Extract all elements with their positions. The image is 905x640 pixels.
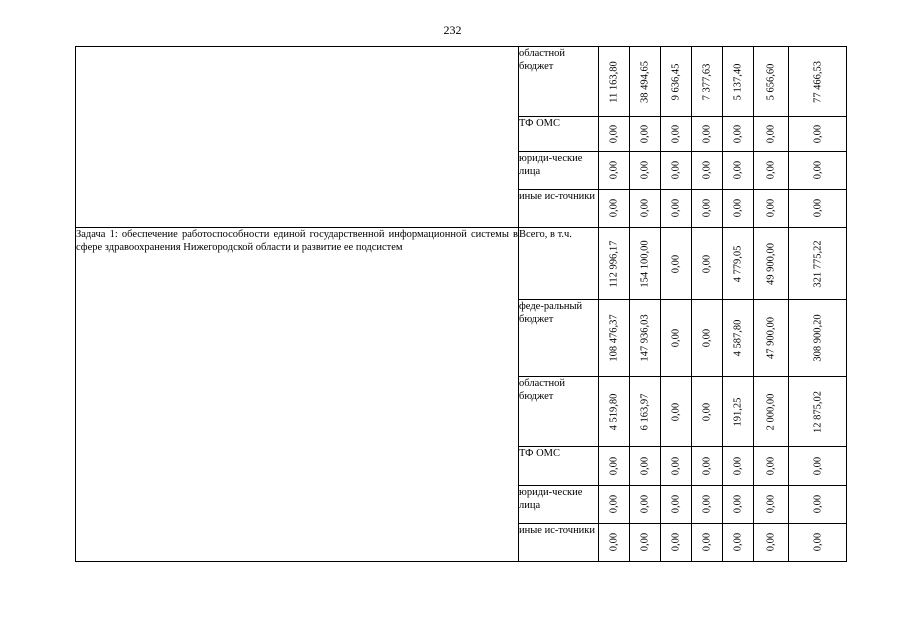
value-cell [754, 376, 789, 446]
value-text: 0,00 [670, 456, 682, 476]
funding-source-cell: юриди-ческие лица [519, 151, 599, 189]
value-cell [599, 447, 630, 485]
value-text: 0,00 [765, 124, 777, 144]
value-cell [754, 117, 789, 151]
value-text: 4 779,05 [732, 245, 744, 283]
value-cell [630, 47, 661, 117]
value-text: 0,00 [765, 533, 777, 552]
value-cell [692, 523, 723, 561]
value-cell [789, 117, 847, 151]
value-text: 12 875,02 [812, 390, 823, 433]
value-text: 0,00 [701, 254, 713, 273]
value-cell [754, 523, 789, 561]
value-text: 49 900,00 [765, 242, 777, 285]
value-cell [661, 228, 692, 300]
value-text: 108 476,37 [608, 314, 620, 362]
value-cell [599, 117, 630, 151]
value-cell [692, 47, 723, 117]
value-cell [723, 47, 754, 117]
value-cell [754, 151, 789, 189]
value-cell [630, 228, 661, 300]
value-cell [723, 300, 754, 376]
value-cell [692, 117, 723, 151]
value-cell [661, 47, 692, 117]
value-text: 77 466,53 [812, 60, 823, 103]
value-cell [630, 117, 661, 151]
value-text: 4 587,80 [732, 319, 744, 357]
value-cell [599, 189, 630, 227]
value-text: 0,00 [670, 199, 682, 218]
value-cell [692, 485, 723, 523]
value-cell [789, 447, 847, 485]
value-cell [630, 300, 661, 376]
value-text: 147 936,03 [639, 314, 651, 362]
value-text: 0,00 [670, 254, 682, 273]
value-cell [599, 47, 630, 117]
value-text: 0,00 [670, 328, 682, 348]
value-text: 47 900,00 [765, 317, 777, 360]
table-row [76, 47, 847, 117]
value-cell [789, 376, 847, 446]
value-cell [723, 523, 754, 561]
value-text: 0,00 [701, 402, 713, 421]
funding-source-cell: областной бюджет [519, 376, 599, 446]
value-cell [661, 189, 692, 227]
value-text: 0,00 [639, 533, 651, 552]
value-text: 0,00 [639, 124, 651, 144]
value-text: 0,00 [608, 199, 620, 218]
value-cell [789, 300, 847, 376]
value-cell [661, 485, 692, 523]
value-text: 321 775,22 [812, 240, 823, 288]
value-text: 0,00 [812, 124, 823, 144]
value-cell [599, 228, 630, 300]
value-cell [630, 151, 661, 189]
funding-source-cell: Всего, в т.ч. [519, 228, 599, 300]
value-text: 154 100,00 [639, 240, 651, 288]
value-text: 0,00 [701, 328, 713, 348]
value-cell [630, 447, 661, 485]
value-text: 0,00 [608, 161, 620, 180]
value-cell [789, 228, 847, 300]
value-cell [754, 447, 789, 485]
value-cell [723, 447, 754, 485]
value-text: 0,00 [732, 199, 744, 218]
value-text: 0,00 [812, 494, 823, 514]
value-text: 0,00 [701, 456, 713, 476]
value-cell [723, 117, 754, 151]
value-cell [692, 189, 723, 227]
value-cell [789, 189, 847, 227]
value-cell [692, 228, 723, 300]
funding-source-cell: феде-ральный бюджет [519, 300, 599, 376]
value-cell [630, 376, 661, 446]
value-text: 0,00 [732, 124, 744, 144]
funding-source-cell: иные ис-точники [519, 189, 599, 227]
value-text: 0,00 [608, 124, 620, 144]
value-text: 0,00 [639, 456, 651, 476]
task-cell: Задача 1: обеспечение работоспособности единой государственной информационной системы в сфере здравоохранения Нижегородской области и развитие ее подсистем [76, 228, 519, 562]
value-text: 0,00 [608, 494, 620, 514]
value-cell [754, 300, 789, 376]
value-text: 0,00 [812, 199, 823, 218]
value-text: 0,00 [765, 161, 777, 180]
budget-table [75, 46, 847, 562]
value-text: 38 494,65 [639, 60, 651, 103]
value-text: 0,00 [812, 456, 823, 476]
value-text: 0,00 [812, 161, 823, 180]
value-cell [661, 523, 692, 561]
value-text: 0,00 [701, 161, 713, 180]
funding-source-cell: юриди-ческие лица [519, 485, 599, 523]
value-text: 6 163,97 [639, 393, 651, 430]
value-cell [661, 117, 692, 151]
value-cell [630, 523, 661, 561]
value-text: 0,00 [701, 124, 713, 144]
value-cell [723, 228, 754, 300]
value-cell [661, 151, 692, 189]
funding-source-cell: иные ис-точники [519, 523, 599, 561]
value-cell [723, 376, 754, 446]
value-cell [599, 151, 630, 189]
value-cell [599, 376, 630, 446]
value-cell [692, 151, 723, 189]
value-cell [661, 447, 692, 485]
value-text: 0,00 [670, 402, 682, 421]
value-cell [692, 376, 723, 446]
value-cell [723, 485, 754, 523]
value-text: 0,00 [670, 494, 682, 514]
value-cell [630, 485, 661, 523]
value-text: 191,25 [732, 397, 744, 427]
value-cell [789, 523, 847, 561]
value-text: 0,00 [608, 533, 620, 552]
value-text: 0,00 [701, 494, 713, 514]
value-text: 0,00 [765, 199, 777, 218]
value-text: 4 519,80 [608, 393, 620, 430]
value-text: 112 996,17 [608, 240, 620, 288]
value-cell [723, 189, 754, 227]
funding-source-cell: ТФ ОМС [519, 447, 599, 485]
value-text: 0,00 [732, 533, 744, 552]
value-text: 2 000,00 [765, 393, 777, 430]
value-cell [692, 447, 723, 485]
value-text: 0,00 [732, 161, 744, 180]
value-text: 5 656,60 [765, 63, 777, 101]
task-cell [76, 47, 519, 228]
value-text: 0,00 [701, 533, 713, 552]
value-cell [754, 47, 789, 117]
value-text: 0,00 [639, 199, 651, 218]
value-text: 0,00 [670, 533, 682, 552]
value-text: 0,00 [812, 533, 823, 552]
value-text: 0,00 [732, 456, 744, 476]
value-text: 0,00 [639, 494, 651, 514]
page-number: 232 [443, 23, 462, 37]
value-text: 0,00 [765, 456, 777, 476]
value-cell [661, 300, 692, 376]
value-cell [789, 151, 847, 189]
funding-source-cell: ТФ ОМС [519, 117, 599, 151]
value-cell [754, 189, 789, 227]
value-text: 0,00 [701, 199, 713, 218]
value-cell [599, 300, 630, 376]
value-cell [789, 47, 847, 117]
value-cell [723, 151, 754, 189]
value-text: 9 636,45 [670, 63, 682, 101]
table-row [76, 228, 847, 300]
value-cell [599, 485, 630, 523]
value-cell [789, 485, 847, 523]
value-text: 0,00 [765, 494, 777, 514]
value-text: 11 163,80 [608, 60, 620, 103]
value-text: 0,00 [670, 124, 682, 144]
value-cell [630, 189, 661, 227]
value-text: 7 377,63 [701, 63, 713, 101]
value-cell [754, 485, 789, 523]
value-text: 0,00 [608, 456, 620, 476]
value-cell [661, 376, 692, 446]
value-cell [692, 300, 723, 376]
value-text: 308 900,20 [812, 314, 823, 362]
value-cell [754, 228, 789, 300]
value-text: 5 137,40 [732, 63, 744, 101]
value-text: 0,00 [639, 161, 651, 180]
value-text: 0,00 [732, 494, 744, 514]
funding-source-cell: областной бюджет [519, 47, 599, 117]
value-text: 0,00 [670, 161, 682, 180]
value-cell [599, 523, 630, 561]
